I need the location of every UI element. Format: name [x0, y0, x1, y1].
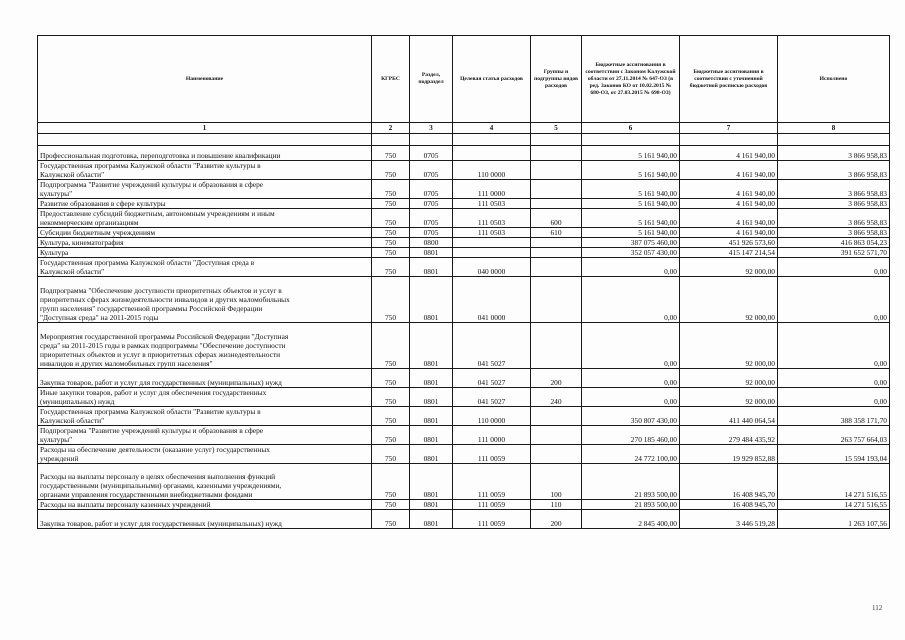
row-group: 110 — [531, 500, 582, 510]
row-razdel: 0801 — [410, 464, 453, 500]
table-row — [38, 277, 890, 323]
row-target — [453, 146, 531, 161]
row-razdel: 0801 — [410, 248, 453, 258]
row-group — [531, 407, 582, 426]
row-target: 041 5027 — [453, 323, 531, 369]
row-name: Государственная программа Калужской области "Развитие культуры в Калужской области" — [38, 407, 372, 426]
row-razdel: 0801 — [410, 445, 453, 464]
row-razdel: 0705 — [410, 146, 453, 161]
row-spec: 4 161 940,00 — [680, 180, 778, 199]
row-kgrbs: 750 — [372, 323, 410, 369]
row-law: 0,00 — [582, 323, 680, 369]
row-spec: 279 484 435,92 — [680, 426, 778, 445]
row-group: 200 — [531, 369, 582, 388]
row-done: 0,00 — [778, 323, 890, 369]
column-number: 8 — [778, 123, 890, 134]
row-law: 5 161 940,00 — [582, 161, 680, 180]
row-spec: 4 161 940,00 — [680, 228, 778, 238]
row-law: 270 185 460,00 — [582, 426, 680, 445]
header-kgrbs: КГРБС — [372, 36, 410, 123]
row-group — [531, 146, 582, 161]
row-kgrbs: 750 — [372, 209, 410, 228]
row-law: 24 772 100,00 — [582, 445, 680, 464]
row-law: 0,00 — [582, 388, 680, 407]
row-spec: 92 000,00 — [680, 277, 778, 323]
row-done: 3 866 958,83 — [778, 146, 890, 161]
column-number: 6 — [582, 123, 680, 134]
header-name: Наименование — [38, 36, 372, 123]
spacer-row — [38, 134, 890, 146]
column-number-row — [38, 123, 890, 134]
row-razdel: 0705 — [410, 199, 453, 209]
row-target: 041 5027 — [453, 388, 531, 407]
row-group: 200 — [531, 510, 582, 529]
table-row — [38, 180, 890, 199]
row-razdel: 0801 — [410, 323, 453, 369]
row-kgrbs: 750 — [372, 369, 410, 388]
column-number: 5 — [531, 123, 582, 134]
row-razdel: 0801 — [410, 407, 453, 426]
row-done: 15 594 193,04 — [778, 445, 890, 464]
table-row — [38, 228, 890, 238]
row-target: 111 0059 — [453, 500, 531, 510]
row-name: Закупка товаров, работ и услуг для государственных (муниципальных) нужд — [38, 369, 372, 388]
row-target: 110 0000 — [453, 161, 531, 180]
row-kgrbs: 750 — [372, 407, 410, 426]
row-law: 5 161 940,00 — [582, 209, 680, 228]
column-number: 2 — [372, 123, 410, 134]
row-done: 3 866 958,83 — [778, 199, 890, 209]
row-spec: 92 000,00 — [680, 369, 778, 388]
row-razdel: 0801 — [410, 388, 453, 407]
row-done: 416 863 054,23 — [778, 238, 890, 248]
row-target: 111 0503 — [453, 209, 531, 228]
budget-table — [37, 35, 890, 529]
row-target: 111 0059 — [453, 510, 531, 529]
table-row — [38, 238, 890, 248]
row-done: 3 866 958,83 — [778, 161, 890, 180]
row-spec: 4 161 940,00 — [680, 161, 778, 180]
header-target: Целевая статья расходов — [453, 36, 531, 123]
row-target: 041 5027 — [453, 369, 531, 388]
row-law: 5 161 940,00 — [582, 146, 680, 161]
row-kgrbs: 750 — [372, 228, 410, 238]
row-group — [531, 180, 582, 199]
row-done: 3 866 958,83 — [778, 180, 890, 199]
row-done: 3 866 958,83 — [778, 209, 890, 228]
row-spec: 4 161 940,00 — [680, 146, 778, 161]
row-spec: 3 446 519,28 — [680, 510, 778, 529]
row-name: Государственная программа Калужской области "Доступная среда в Калужской области" — [38, 258, 372, 277]
row-group — [531, 238, 582, 248]
row-razdel: 0705 — [410, 228, 453, 238]
row-name: Культура, кинематография — [38, 238, 372, 248]
row-law: 350 807 430,00 — [582, 407, 680, 426]
header-spec: Бюджетные ассигнования в соответствии с уточненной бюджетной росписью расходов — [680, 36, 778, 123]
row-name: Развитие образования в сфере культуры — [38, 199, 372, 209]
row-target: 040 0000 — [453, 258, 531, 277]
row-kgrbs: 750 — [372, 199, 410, 209]
row-kgrbs: 750 — [372, 510, 410, 529]
row-razdel: 0705 — [410, 161, 453, 180]
row-group — [531, 426, 582, 445]
row-spec: 92 000,00 — [680, 258, 778, 277]
row-done: 0,00 — [778, 258, 890, 277]
table-row — [38, 426, 890, 445]
row-done: 263 757 664,03 — [778, 426, 890, 445]
row-spec: 19 929 852,88 — [680, 445, 778, 464]
row-done: 0,00 — [778, 369, 890, 388]
row-target: 111 0000 — [453, 180, 531, 199]
table-row — [38, 323, 890, 369]
table-row — [38, 161, 890, 180]
row-law: 5 161 940,00 — [582, 199, 680, 209]
row-spec: 4 161 940,00 — [680, 209, 778, 228]
column-number: 1 — [38, 123, 372, 134]
row-spec: 415 147 214,54 — [680, 248, 778, 258]
row-law: 2 845 400,00 — [582, 510, 680, 529]
row-target: 111 0059 — [453, 445, 531, 464]
row-law: 21 893 500,00 — [582, 500, 680, 510]
row-spec: 16 408 945,70 — [680, 464, 778, 500]
row-group — [531, 277, 582, 323]
column-number: 4 — [453, 123, 531, 134]
row-law: 21 893 500,00 — [582, 464, 680, 500]
row-target — [453, 238, 531, 248]
row-name: Расходы на обеспечение деятельности (оказание услуг) государственных учреждений — [38, 445, 372, 464]
row-name: Мероприятия государственной программы Российской Федерации "Доступная среда" на 2011-2015 годы в рамках подпрограммы "Обеспечение доступности приоритетных объектов и услуг в приоритетных сферах жизнедеятельности инвалидов и других маломобильных групп населения" — [38, 323, 372, 369]
row-done: 3 866 958,83 — [778, 228, 890, 238]
row-kgrbs: 750 — [372, 180, 410, 199]
row-group — [531, 199, 582, 209]
row-name: Подпрограмма "Развитие учреждений культуры и образования в сфере культуры" — [38, 180, 372, 199]
row-kgrbs: 750 — [372, 388, 410, 407]
row-razdel: 0705 — [410, 180, 453, 199]
row-law: 387 075 460,00 — [582, 238, 680, 248]
column-number: 3 — [410, 123, 453, 134]
table-row — [38, 248, 890, 258]
row-kgrbs: 750 — [372, 258, 410, 277]
row-group — [531, 323, 582, 369]
row-target: 111 0059 — [453, 464, 531, 500]
row-done: 0,00 — [778, 388, 890, 407]
row-spec: 92 000,00 — [680, 323, 778, 369]
row-done: 0,00 — [778, 277, 890, 323]
table-row — [38, 388, 890, 407]
row-kgrbs: 750 — [372, 238, 410, 248]
row-target: 111 0000 — [453, 426, 531, 445]
row-group: 600 — [531, 209, 582, 228]
table-row — [38, 369, 890, 388]
row-razdel: 0801 — [410, 426, 453, 445]
header-razdel: Раздел, подраздел — [410, 36, 453, 123]
row-target — [453, 248, 531, 258]
row-group — [531, 161, 582, 180]
row-target: 111 0503 — [453, 199, 531, 209]
row-law: 0,00 — [582, 369, 680, 388]
row-done: 388 358 171,70 — [778, 407, 890, 426]
row-kgrbs: 750 — [372, 146, 410, 161]
row-name: Культура — [38, 248, 372, 258]
table-row — [38, 500, 890, 510]
row-law: 352 057 430,00 — [582, 248, 680, 258]
row-done: 391 652 571,70 — [778, 248, 890, 258]
row-group — [531, 248, 582, 258]
row-group — [531, 445, 582, 464]
row-law: 5 161 940,00 — [582, 228, 680, 238]
row-done: 1 263 107,56 — [778, 510, 890, 529]
row-name: Профессиональная подготовка, переподготовка и повышение квалификации — [38, 146, 372, 161]
header-row — [38, 36, 890, 123]
header-group: Группы и подгруппы видов расходов — [531, 36, 582, 123]
row-law: 5 161 940,00 — [582, 180, 680, 199]
row-target: 111 0503 — [453, 228, 531, 238]
row-name: Иные закупки товаров, работ и услуг для обеспечения государственных (муниципальных) нужд — [38, 388, 372, 407]
row-razdel: 0801 — [410, 277, 453, 323]
row-razdel: 0801 — [410, 500, 453, 510]
row-kgrbs: 750 — [372, 277, 410, 323]
table-row — [38, 199, 890, 209]
row-spec: 16 408 945,70 — [680, 500, 778, 510]
row-razdel: 0801 — [410, 258, 453, 277]
row-name: Государственная программа Калужской области "Развитие культуры в Калужской области" — [38, 161, 372, 180]
row-law: 0,00 — [582, 258, 680, 277]
row-kgrbs: 750 — [372, 161, 410, 180]
row-group: 240 — [531, 388, 582, 407]
row-done: 14 271 516,55 — [778, 500, 890, 510]
row-name: Расходы на выплаты персоналу в целях обеспечения выполнения функций государственными (муниципальными) органами, казенными учреждениями, органами управления государственными внебюджетными фондами — [38, 464, 372, 500]
row-name: Закупка товаров, работ и услуг для государственных (муниципальных) нужд — [38, 510, 372, 529]
table-body — [38, 146, 890, 529]
header-law: Бюджетные ассигнования в соответствии с Законом Калужской области от 27.11.2014 № 647-ОЗ (в ред. Законов КО от 10.02.2015 № 680-ОЗ, от 27.03.2015 № 698-ОЗ) — [582, 36, 680, 123]
row-razdel: 0801 — [410, 510, 453, 529]
row-done: 14 271 516,55 — [778, 464, 890, 500]
table-row — [38, 407, 890, 426]
row-razdel: 0705 — [410, 209, 453, 228]
table-row — [38, 510, 890, 529]
row-name: Расходы на выплаты персоналу казенных учреждений — [38, 500, 372, 510]
row-kgrbs: 750 — [372, 464, 410, 500]
row-group — [531, 258, 582, 277]
row-kgrbs: 750 — [372, 445, 410, 464]
page-number: 112 — [872, 604, 883, 612]
row-group: 100 — [531, 464, 582, 500]
row-name: Субсидии бюджетным учреждениям — [38, 228, 372, 238]
column-number: 7 — [680, 123, 778, 134]
row-group: 610 — [531, 228, 582, 238]
table-row — [38, 464, 890, 500]
table-row — [38, 445, 890, 464]
row-law: 0,00 — [582, 277, 680, 323]
row-razdel: 0801 — [410, 369, 453, 388]
row-name: Подпрограмма "Обеспечение доступности приоритетных объектов и услуг в приоритетных сферах жизнедеятельности инвалидов и других маломобильных групп населения" государственной программы Российской Федерации "Доступная среда" на 2011-2015 годы — [38, 277, 372, 323]
row-name: Подпрограмма "Развитие учреждений культуры и образования в сфере культуры" — [38, 426, 372, 445]
table-row — [38, 146, 890, 161]
row-kgrbs: 750 — [372, 248, 410, 258]
row-spec: 411 440 064,54 — [680, 407, 778, 426]
table-row — [38, 209, 890, 228]
row-kgrbs: 750 — [372, 500, 410, 510]
row-spec: 92 000,00 — [680, 388, 778, 407]
row-razdel: 0800 — [410, 238, 453, 248]
row-name: Предоставление субсидий бюджетным, автономным учреждениям и иным некоммерческим организациям — [38, 209, 372, 228]
row-kgrbs: 750 — [372, 426, 410, 445]
header-done: Исполнено — [778, 36, 890, 123]
row-target: 041 0000 — [453, 277, 531, 323]
table-row — [38, 258, 890, 277]
row-target: 110 0000 — [453, 407, 531, 426]
row-spec: 4 161 940,00 — [680, 199, 778, 209]
row-spec: 451 926 573,60 — [680, 238, 778, 248]
